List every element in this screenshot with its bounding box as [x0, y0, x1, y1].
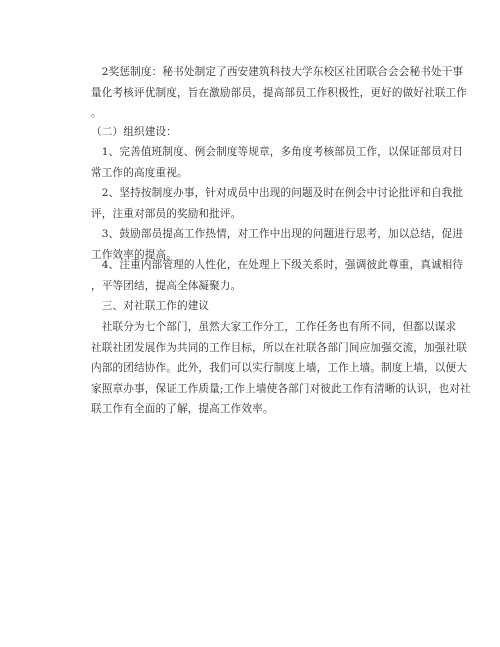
text-line: 1、完善值班制度、例会制度等规章，多角度考核部员工作，以保证部员对日: [91, 146, 464, 158]
text-line: 内部的团结协作。此外，我们可以实行制度上墙，工作上墙。制度上墙，以便大: [91, 362, 468, 375]
text-line: 家照章办事，保证工作质量;工作上墙使各部门对彼此工作有清晰的认识，也对社: [91, 382, 471, 395]
text-line: 工作效率的提高。: [91, 248, 177, 261]
text-line: 常工作的高度重视。: [91, 166, 188, 179]
text-line: 。: [91, 107, 102, 120]
heading-suggestion: [91, 296, 421, 317]
text-line: 社联社团发展作为共同的工作目标，所以在社联各部门间应加强交流，加强社联: [91, 341, 468, 354]
paragraph-reward-system: [91, 62, 468, 124]
text-line: 4、注重内部管理的人性化，在处理上下级关系时，强调彼此尊重，真诚相待: [91, 259, 464, 271]
text-line: 评，注重对部员的奖励和批评。: [91, 207, 242, 220]
heading-organization: [91, 122, 421, 143]
text-line: 3、鼓励部员提高工作热情，对工作中出现的问题进行思考，加以总结，促进: [91, 228, 464, 240]
text-line: 三、对社联工作的建议: [91, 300, 210, 312]
paragraph-item-4: [91, 255, 464, 296]
paragraph-item-1: [91, 142, 464, 183]
paragraph-item-2: [91, 183, 464, 224]
paragraph-suggestion-body: [91, 317, 471, 420]
text-line: 2奖惩制度：秘书处制定了西安建筑科技大学东校区社团联合会会秘书处干事: [91, 66, 464, 78]
text-line: 2、坚持按制度办事，针对成员中出现的问题及时在例会中讨论批评和自我批: [91, 187, 464, 199]
text-line: 量化考核评优制度，旨在激励部员，提高部员工作积极性，更好的做好社联工作: [91, 86, 468, 99]
text-line: 联工作有全面的了解，提高工作效率。: [91, 403, 274, 416]
text-line: ，平等团结，提高全体凝聚力。: [91, 279, 242, 292]
text-line: 社联分为七个部门，虽然大家工作分工，工作任务也有所不同，但都以谋求: [91, 321, 457, 333]
text-line: （二）组织建设：: [91, 126, 177, 138]
